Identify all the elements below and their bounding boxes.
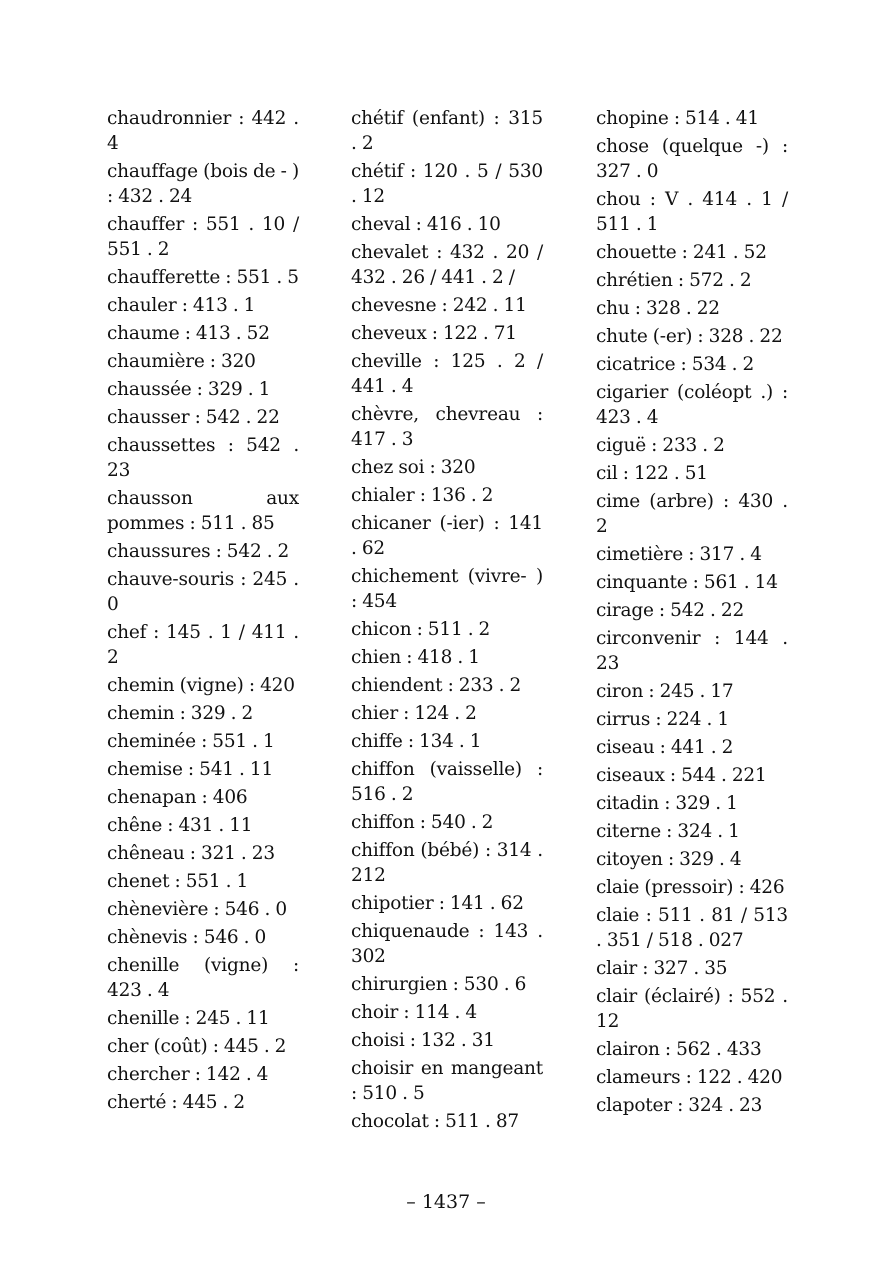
index-entry: choisi : 132 . 31	[351, 1030, 495, 1051]
index-entry: chènevis : 546 . 0	[107, 927, 267, 948]
index-entry: cher (coût) : 445 . 2	[107, 1036, 287, 1057]
index-entry: cheville : 125 . 2 / 441 . 4	[351, 351, 543, 397]
index-entry: chicaner (-ier) : 141 . 62	[351, 513, 543, 559]
index-entry: chiendent : 233 . 2	[351, 675, 522, 696]
index-entry: chirurgien : 530 . 6	[351, 974, 527, 995]
index-entry: chétif : 120 . 5 / 530 . 12	[351, 161, 543, 207]
index-entry: clapoter : 324 . 23	[596, 1095, 763, 1116]
index-entry: chipotier : 141 . 62	[351, 893, 524, 914]
index-entry: clairon : 562 . 433	[596, 1039, 762, 1060]
index-entry: chétif (enfant) : 315 . 2	[351, 108, 543, 154]
index-entry: chausson aux pommes : 511 . 85	[107, 488, 299, 534]
index-entry: chêne : 431 . 11	[107, 815, 253, 836]
index-entry: chenapan : 406	[107, 787, 248, 808]
index-entry: chauler : 413 . 1	[107, 295, 256, 316]
index-entry: ciseau : 441 . 2	[596, 737, 734, 758]
index-entry: chou : V . 414 . 1 / 511 . 1	[596, 189, 788, 235]
index-entry: chicon : 511 . 2	[351, 619, 491, 640]
index-entry: chiffon (bébé) : 314 . 212	[351, 840, 543, 886]
index-entry: chaudronnier : 442 . 4	[107, 108, 299, 154]
index-entry: chaufferette : 551 . 5	[107, 267, 299, 288]
index-entry: clair (éclairé) : 552 . 12	[596, 986, 788, 1032]
index-entry: chiffon : 540 . 2	[351, 812, 494, 833]
index-entry: chemise : 541 . 11	[107, 759, 274, 780]
index-entry: ciguë : 233 . 2	[596, 435, 725, 456]
index-entry: chose (quelque -) : 327 . 0	[596, 136, 788, 182]
index-entry: chemin (vigne) : 420	[107, 675, 295, 696]
index-entry: clair : 327 . 35	[596, 958, 728, 979]
index-entry: chichement (vivre- ) : 454	[351, 566, 543, 612]
index-entry: circonvenir : 144 . 23	[596, 628, 788, 674]
index-entry: chènevière : 546 . 0	[107, 899, 287, 920]
index-entry: cirage : 542 . 22	[596, 600, 745, 621]
index-entry: chèvre, chevreau : 417 . 3	[351, 404, 543, 450]
index-entry: chez soi : 320	[351, 457, 476, 478]
index-entry: chercher : 142 . 4	[107, 1064, 269, 1085]
index-column-3	[596, 106, 788, 1121]
index-entry: cil : 122 . 51	[596, 463, 708, 484]
index-column-2	[351, 106, 543, 1137]
page-number: – 1437 –	[406, 1191, 486, 1213]
index-entry: cimetière : 317 . 4	[596, 544, 762, 565]
index-entry: citoyen : 329 . 4	[596, 849, 742, 870]
index-entry: chenet : 551 . 1	[107, 871, 249, 892]
index-entry: choisir en mangeant : 510 . 5	[351, 1058, 543, 1104]
index-entry: cherté : 445 . 2	[107, 1092, 245, 1113]
index-entry: chu : 328 . 22	[596, 298, 720, 319]
index-entry: ciron : 245 . 17	[596, 681, 734, 702]
index-entry: claie : 511 . 81 / 513 . 351 / 518 . 027	[596, 905, 788, 951]
index-entry: chêneau : 321 . 23	[107, 843, 275, 864]
index-entry: chier : 124 . 2	[351, 703, 477, 724]
index-entry: ciseaux : 544 . 221	[596, 765, 767, 786]
index-entry: chenille : 245 . 11	[107, 1008, 270, 1029]
index-entry: chevesne : 242 . 11	[351, 295, 527, 316]
index-entry: chemin : 329 . 2	[107, 703, 254, 724]
index-entry: chauve-souris : 245 . 0	[107, 569, 299, 615]
index-entry: cime (arbre) : 430 . 2	[596, 491, 788, 537]
index-entry: citerne : 324 . 1	[596, 821, 740, 842]
index-entry: chien : 418 . 1	[351, 647, 480, 668]
index-entry: chef : 145 . 1 / 411 . 2	[107, 622, 299, 668]
index-entry: clameurs : 122 . 420	[596, 1067, 783, 1088]
index-entry: chaumière : 320	[107, 351, 256, 372]
index-entry: cirrus : 224 . 1	[596, 709, 729, 730]
index-entry: chiffon (vaisselle) : 516 . 2	[351, 759, 543, 805]
index-entry: chute (-er) : 328 . 22	[596, 326, 783, 347]
index-entry: chiffe : 134 . 1	[351, 731, 482, 752]
index-entry: cicatrice : 534 . 2	[596, 354, 755, 375]
index-entry: cheminée : 551 . 1	[107, 731, 275, 752]
index-entry: chaume : 413 . 52	[107, 323, 270, 344]
index-entry: chaussée : 329 . 1	[107, 379, 271, 400]
index-entry: chrétien : 572 . 2	[596, 270, 752, 291]
index-entry: chausser : 542 . 22	[107, 407, 280, 428]
index-entry: cinquante : 561 . 14	[596, 572, 778, 593]
index-entry: claie (pressoir) : 426	[596, 877, 785, 898]
index-entry: chauffage (bois de - ) : 432 . 24	[107, 161, 299, 207]
index-entry: choir : 114 . 4	[351, 1002, 477, 1023]
index-column-1	[107, 106, 299, 1118]
index-entry: chaussures : 542 . 2	[107, 541, 290, 562]
index-entry: chialer : 136 . 2	[351, 485, 494, 506]
index-entry: chiquenaude : 143 . 302	[351, 921, 543, 967]
index-entry: chopine : 514 . 41	[596, 108, 759, 129]
index-entry: chouette : 241 . 52	[596, 242, 767, 263]
index-entry: chevalet : 432 . 20 / 432 . 26 / 441 . 2 /	[351, 242, 543, 288]
index-entry: citadin : 329 . 1	[596, 793, 738, 814]
index-entry: cigarier (coléopt .) : 423 . 4	[596, 382, 788, 428]
index-entry: cheval : 416 . 10	[351, 214, 501, 235]
index-entry: chauffer : 551 . 10 / 551 . 2	[107, 214, 299, 260]
index-entry: chenille (vigne) : 423 . 4	[107, 955, 299, 1001]
index-entry: chaussettes : 542 . 23	[107, 435, 299, 481]
index-entry: chocolat : 511 . 87	[351, 1111, 519, 1132]
index-entry: cheveux : 122 . 71	[351, 323, 517, 344]
